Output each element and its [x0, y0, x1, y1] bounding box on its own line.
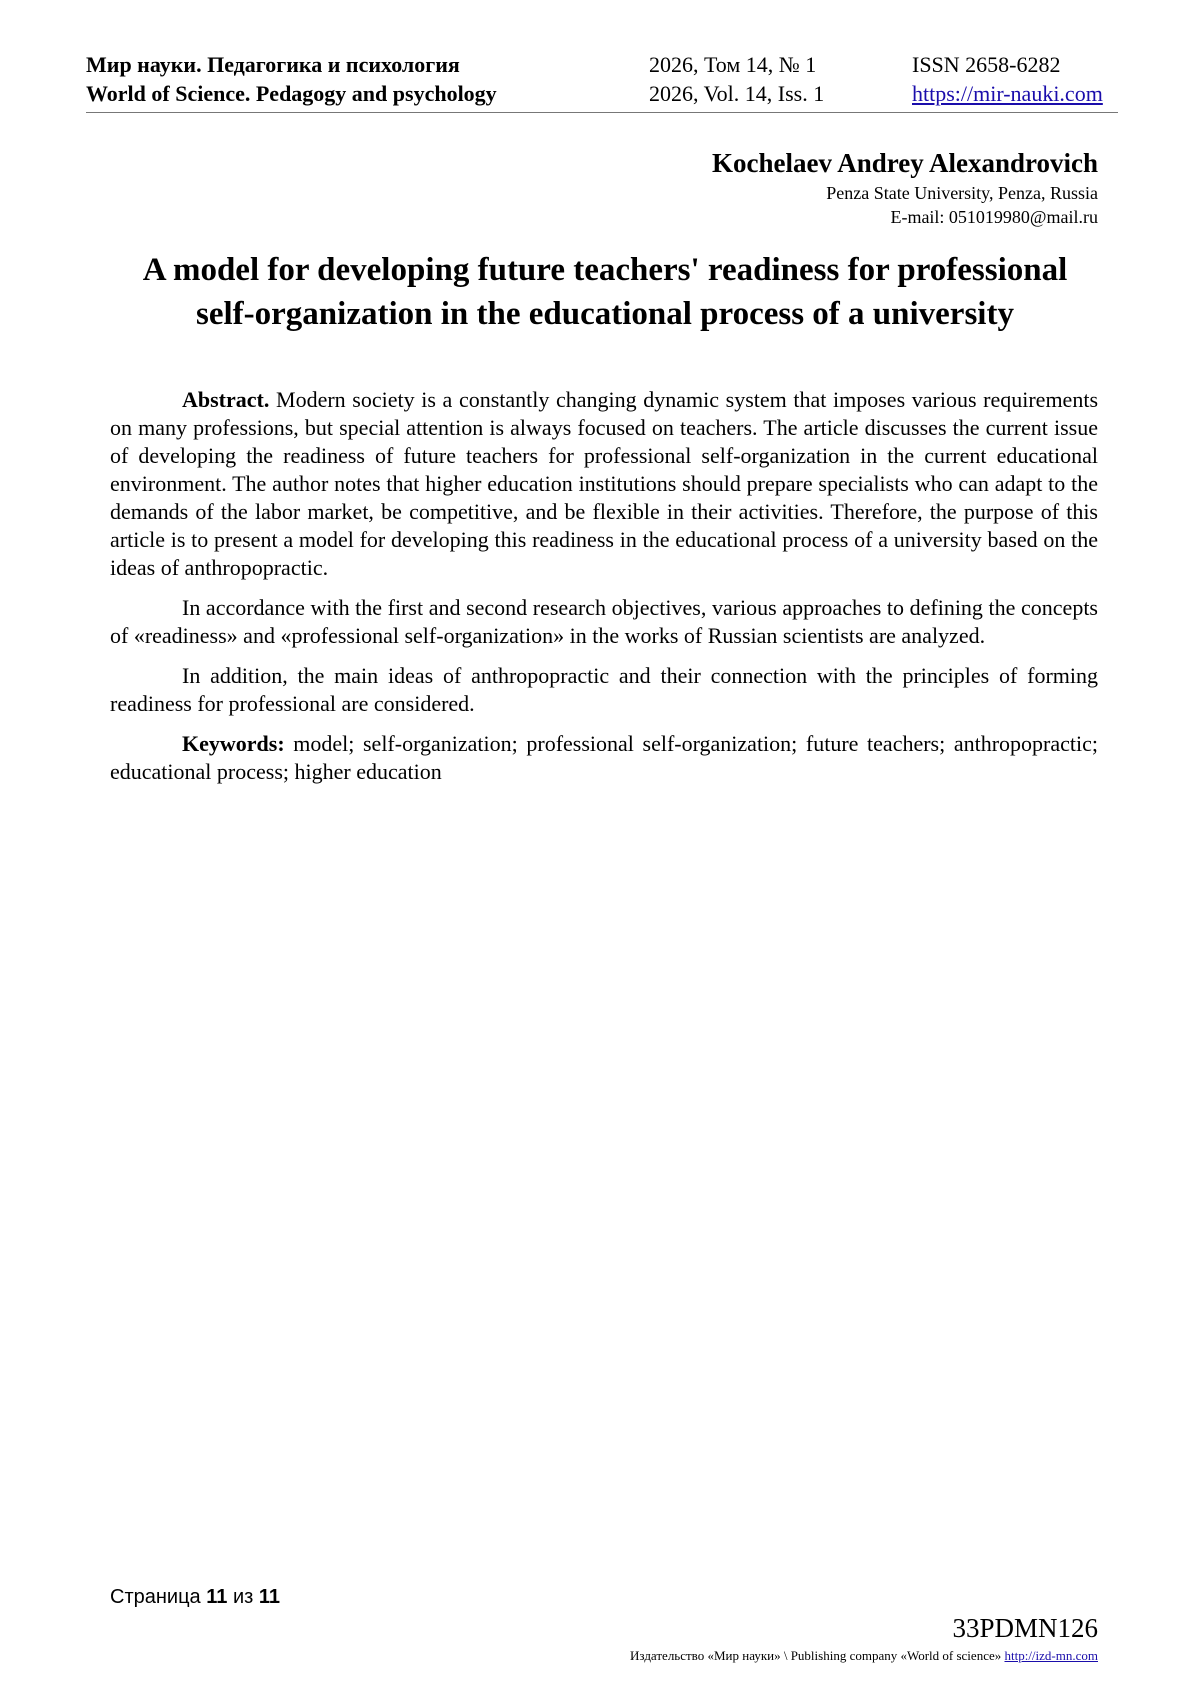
abstract-label: Abstract. — [182, 387, 270, 412]
page-current: 11 — [206, 1586, 228, 1608]
abstract-paragraph-1 — [110, 386, 1098, 582]
author-affiliation: Penza State University, Penza, Russia — [826, 183, 1098, 203]
keywords-label: Keywords: — [182, 731, 285, 756]
publisher-line — [630, 1648, 1098, 1664]
journal-name-en: World of Science. Pedagogy and psychology — [86, 81, 497, 106]
publisher-url-link[interactable]: http://izd-mn.com — [1004, 1648, 1098, 1663]
keywords-text: model; self-organization; professional self-organization; future teachers; anthropopractic; educational process; higher education — [110, 731, 1098, 784]
page-total: 11 — [258, 1586, 280, 1608]
author-block — [712, 145, 1098, 229]
issue-ru: 2026, Том 14, № 1 — [649, 52, 817, 77]
article-code: 33PDMN126 — [952, 1613, 1098, 1643]
author-name: Kochelaev Andrey Alexandrovich — [711, 148, 1098, 178]
abstract-text-1: Modern society is a constantly changing dynamic system that imposes various requirements on many professions, but special attention is always focused on teachers. The article discusses the current issue of developing the readiness of future teachers for professional self-organization in the current educational environment. The author notes that higher education institutions should prepare specialists who can adapt to the demands of the labor market, be competitive, and be flexible in their activities. Therefore, the purpose of this article is to present a model for developing this readiness in the educational process of a university based on the ideas of anthropopractic. — [110, 387, 1099, 580]
keywords-paragraph — [110, 730, 1098, 786]
page-number — [110, 1586, 280, 1609]
author-email: E-mail: 051019980@mail.ru — [890, 207, 1098, 227]
journal-header — [86, 50, 1118, 113]
publisher-name: Издательство «Мир науки» \ Publishing company «World of science» — [630, 1648, 1002, 1663]
journal-url-link[interactable]: https://mir-nauki.com — [912, 81, 1103, 106]
issue-en: 2026, Vol. 14, Iss. 1 — [649, 81, 825, 106]
journal-name-ru: Мир науки. Педагогика и психология — [86, 52, 460, 77]
article-title: A model for developing future teachers' readiness for professional self-organization in the educational process of a university — [142, 252, 1068, 332]
abstract-paragraph-3: In addition, the main ideas of anthropopractic and their connection with the principles of forming readiness for professional are considered. — [110, 663, 1098, 716]
abstract-paragraph-2: In accordance with the first and second research objectives, various approaches to defining the concepts of «readiness» and «professional self-organization» in the works of Russian scientists are analyzed. — [110, 595, 1098, 648]
page-prefix: Страница — [110, 1586, 201, 1608]
page-separator: из — [232, 1586, 254, 1608]
abstract-section — [110, 386, 1098, 798]
issn: ISSN 2658-6282 — [912, 52, 1061, 77]
